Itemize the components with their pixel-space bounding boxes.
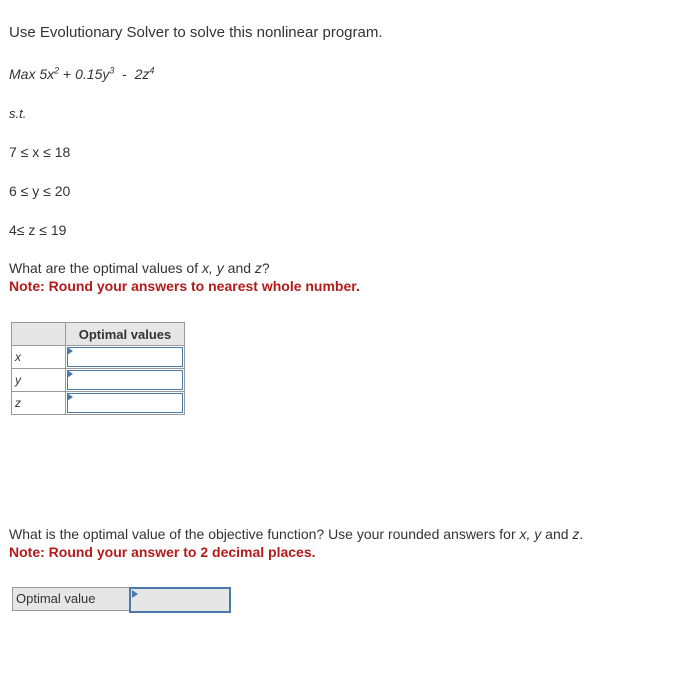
question2-note: Note: Round your answer to 2 decimal places.	[9, 544, 316, 560]
question2-text	[9, 526, 583, 542]
question1-part-d: z	[254, 260, 262, 276]
question2-part-e: .	[579, 526, 584, 542]
cell-z	[66, 392, 185, 415]
cell-y	[66, 369, 185, 392]
optimal-value-label: Optimal value	[12, 587, 129, 611]
subject-to: s.t.	[9, 106, 27, 121]
question2-part-c: and	[541, 526, 573, 542]
optimal-value-row	[12, 587, 231, 613]
answer-input-z[interactable]	[67, 393, 183, 413]
constraint-y: 6 ≤ y ≤ 20	[9, 183, 71, 199]
objective-plus: +	[63, 66, 72, 82]
objective-term3: 2z	[134, 66, 150, 82]
objective-term1: 5x	[39, 66, 55, 82]
question2-part-a: What is the optimal value of the objective function? Use your rounded answers for	[9, 526, 520, 542]
table-header-row	[12, 323, 185, 346]
question2-part-b: x, y	[519, 526, 542, 542]
table-row	[12, 392, 185, 415]
objective-max: Max	[9, 66, 36, 82]
row-label-y: y	[12, 369, 66, 392]
objective-function	[9, 66, 154, 82]
answer-input-y[interactable]	[67, 370, 183, 390]
cell-x	[66, 346, 185, 369]
table-corner-cell	[12, 323, 66, 346]
flag-icon	[67, 370, 73, 378]
objective-term2: 0.15y	[75, 66, 110, 82]
prompt-text: Use Evolutionary Solver to solve this nonlinear program.	[9, 24, 383, 41]
answer-input-x[interactable]	[67, 347, 183, 367]
question1-text	[9, 260, 270, 276]
optimal-value-input[interactable]	[129, 587, 231, 613]
flag-icon	[67, 347, 73, 355]
question2-part-d: z	[572, 526, 580, 542]
question1-part-c: and	[223, 260, 255, 276]
table-row	[12, 369, 185, 392]
objective-minus: -	[122, 66, 127, 82]
objective-term2-exp: 3	[109, 65, 115, 76]
flag-icon	[132, 590, 138, 598]
question1-note: Note: Round your answers to nearest whole number.	[9, 278, 360, 294]
table-header-optimal-values: Optimal values	[66, 323, 185, 346]
row-label-x: x	[12, 346, 66, 369]
constraint-x: 7 ≤ x ≤ 18	[9, 144, 71, 160]
optimal-values-table	[11, 322, 185, 415]
question1-part-a: What are the optimal values of	[9, 260, 202, 276]
objective-term1-exp: 2	[54, 65, 60, 76]
row-label-z: z	[12, 392, 66, 415]
constraint-z: 4≤ z ≤ 19	[9, 222, 67, 238]
table-row	[12, 346, 185, 369]
question1-part-b: x, y	[202, 260, 224, 276]
objective-term3-exp: 4	[149, 65, 155, 76]
flag-icon	[67, 393, 73, 401]
question1-part-e: ?	[261, 260, 270, 276]
